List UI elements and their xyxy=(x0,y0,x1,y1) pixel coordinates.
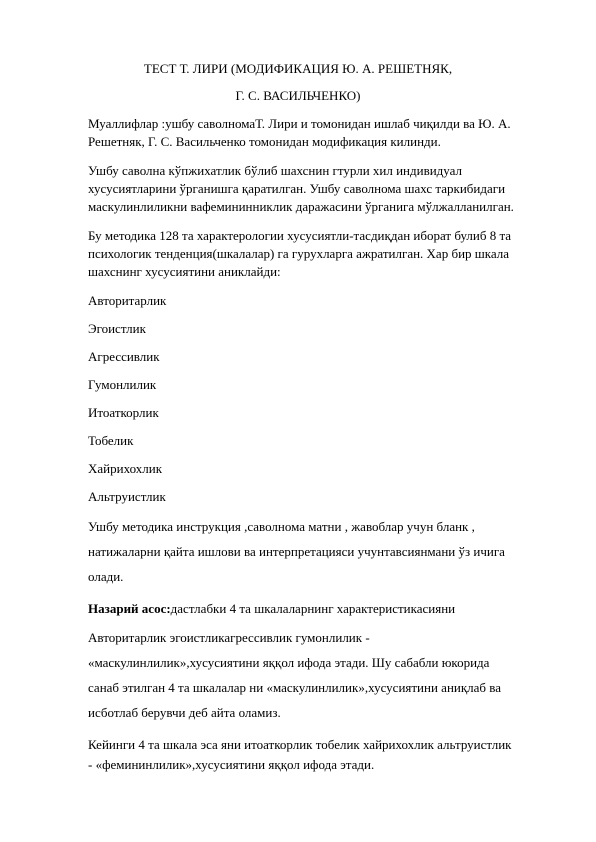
scale-item: Альтруистлик xyxy=(88,489,166,504)
purpose-line: хусусиятларини ўрганишга қаратилган. Ушбу саволнома шахс таркибидаги xyxy=(88,181,506,196)
method-line: Бу методика 128 та характерологии хусусиятли-тасдиқдан иборат булиб 8 та xyxy=(88,228,512,243)
method-line: шахснинг хусусиятини аниклайди: xyxy=(88,264,281,279)
scale-item: Агрессивлик xyxy=(88,349,160,364)
authors-line: Муаллифлар :ушбу саволномаТ. Лири и томонидан ишлаб чиқилди ва Ю. А. xyxy=(88,116,511,131)
first-scales-line: Авторитарлик эгоистликагрессивлик гумонлилик - xyxy=(88,630,370,645)
scale-item: Гумонлилик xyxy=(88,377,157,392)
theory-label: Назарий асос: xyxy=(88,601,171,616)
scale-item: Тобелик xyxy=(88,433,134,448)
first-scales-line: «маскулинлилик»,хусусиятини яққол ифода этади. Шу сабабли юкорида xyxy=(88,655,490,670)
purpose-line: маскулинлиликни вафемининниклик даражасини ўрганига мўлжалланилган. xyxy=(88,199,514,214)
first-scales-line: санаб этилган 4 та шкалалар ни «маскулинлилик»,хусусиятини аниқлаб ва xyxy=(88,680,502,695)
last-scales-line: - «фемининлилик»,хусусиятини яққол ифода этади. xyxy=(88,757,375,772)
title-line-2: Г. С. ВАСИЛЬЧЕНКО) xyxy=(235,88,361,103)
theory-text: дастлабки 4 та шкалаларнинг характеристикасияни xyxy=(170,601,456,616)
purpose-line: Ушбу саволна кўпжихатлик бўлиб шахснин гтурли хил индивидуал xyxy=(88,163,462,178)
first-scales-line: исботлаб берувчи деб айта оламиз. xyxy=(88,705,281,720)
instruction-line: олади. xyxy=(88,569,124,584)
scale-item: Эгоистлик xyxy=(88,321,146,336)
instruction-line: натижаларни қайта ишлови ва интерпретацияси учунтавсиянмани ўз ичига xyxy=(88,544,505,559)
authors-line: Решетняк, Г. С. Васильченко томонидан модификация килинди. xyxy=(88,134,441,149)
method-line: психологик тенденция(шкалалар) га гурухларга ажратилган. Хар бир шкала xyxy=(88,246,510,261)
scale-item: Хайрихохлик xyxy=(88,461,163,476)
scale-item: Итоаткорлик xyxy=(88,405,159,420)
title-line-1: ТЕСТ Т. ЛИРИ (МОДИФИКАЦИЯ Ю. А. РЕШЕТНЯК, xyxy=(143,61,453,76)
instruction-line: Ушбу методика инструкция ,саволнома матни , жавоблар учун бланк , xyxy=(88,519,475,534)
theory-line xyxy=(88,601,455,617)
last-scales-line: Кейинги 4 та шкала эса яни итоаткорлик тобелик хайрихохлик альтруистлик xyxy=(88,737,512,752)
scale-item: Авторитарлик xyxy=(88,293,167,308)
